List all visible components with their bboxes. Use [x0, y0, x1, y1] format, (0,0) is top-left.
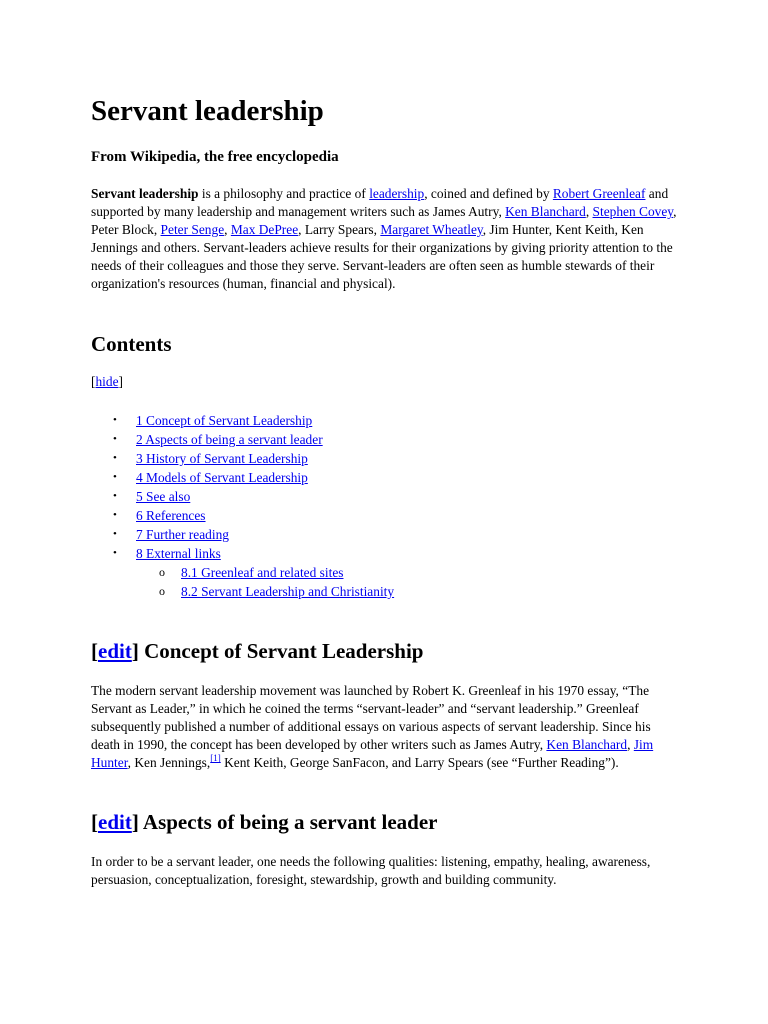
- hide-link[interactable]: hide: [95, 374, 119, 389]
- intro-text: ,: [224, 222, 231, 237]
- intro-text: , coined and defined by: [424, 186, 553, 201]
- intro-paragraph: [91, 185, 681, 293]
- toc-item: [91, 430, 394, 449]
- toc-subitem: [91, 582, 394, 601]
- toc-link-see-also[interactable]: 5 See also: [136, 489, 191, 504]
- bullet-icon: •: [113, 414, 117, 426]
- section-heading-aspects: [91, 808, 437, 836]
- bullet-icon: •: [113, 433, 117, 445]
- aspects-paragraph: In order to be a servant leader, one needs the following qualities: listening, empathy, healing, awareness, persuasion, conceptualization, foresight, stewardship, growth and building community.: [91, 854, 651, 887]
- link-margaret-wheatley[interactable]: Margaret Wheatley: [380, 222, 483, 237]
- paragraph-text: ,: [627, 737, 634, 752]
- link-jim-hunter[interactable]: Jim Hunter: [91, 737, 654, 770]
- intro-bold-term: Servant leadership: [91, 186, 199, 201]
- paragraph-text: Kent Keith, George SanFacon, and Larry Spears (see “Further Reading”).: [220, 755, 619, 770]
- toc-link-references[interactable]: 6 References: [136, 508, 206, 523]
- section-heading-concept: [91, 637, 424, 665]
- bracket-close: ]: [131, 639, 139, 663]
- bullet-icon: •: [113, 471, 117, 483]
- edit-link[interactable]: edit: [98, 810, 132, 834]
- paragraph-text: , Ken Jennings,: [127, 755, 211, 770]
- link-ken-blanchard[interactable]: Ken Blanchard: [546, 737, 628, 752]
- link-ken-blanchard[interactable]: Ken Blanchard: [505, 204, 586, 219]
- contents-title: Contents: [91, 332, 172, 356]
- circle-bullet-icon: o: [159, 584, 165, 598]
- bracket-open: [: [91, 639, 98, 663]
- intro-text: , Jim Hunter, Kent Keith, Ken Jennings and others. Servant-leaders achieve results for their organizations by giving priority attention to the needs of their colleagues and those they serve. Servant-leaders are often seen as humble stewards of their organization's resources (human, financial and physical).: [91, 222, 673, 291]
- toc-item: [91, 449, 394, 468]
- toc-item: [91, 544, 394, 563]
- bullet-icon: •: [113, 528, 117, 540]
- circle-bullet-icon: o: [159, 565, 165, 579]
- toc-item: [91, 525, 394, 544]
- intro-text: is a philosophy and practice of: [198, 186, 370, 201]
- toc-link-external-links[interactable]: 8 External links: [136, 546, 221, 561]
- intro-text: , Peter Block,: [91, 204, 677, 237]
- link-robert-greenleaf[interactable]: Robert Greenleaf: [552, 186, 646, 201]
- section-heading-text: Aspects of being a servant leader: [138, 810, 438, 834]
- section-heading-text: Concept of Servant Leadership: [138, 639, 424, 663]
- bullet-icon: •: [113, 490, 117, 502]
- toc-link-greenleaf-sites[interactable]: 8.1 Greenleaf and related sites: [181, 565, 344, 580]
- bullet-icon: •: [113, 452, 117, 464]
- intro-text: and supported by many leadership and management writers such as James Autry,: [91, 186, 669, 219]
- toc-link-further-reading[interactable]: 7 Further reading: [136, 527, 229, 542]
- toc-subitem: [91, 563, 394, 582]
- concept-paragraph: [91, 682, 671, 772]
- footnote-link[interactable]: [1]: [210, 753, 221, 763]
- bracket-open: [: [91, 810, 98, 834]
- table-of-contents: [91, 411, 394, 601]
- toc-item: [91, 487, 394, 506]
- bullet-icon: •: [113, 509, 117, 521]
- toc-link-history[interactable]: 3 History of Servant Leadership: [136, 451, 308, 466]
- toc-link-christianity[interactable]: 8.2 Servant Leadership and Christianity: [181, 584, 395, 599]
- edit-link[interactable]: edit: [98, 639, 132, 663]
- intro-text: ,: [585, 204, 593, 219]
- toc-item: [91, 468, 394, 487]
- bracket-open: [: [91, 374, 96, 389]
- toc-link-aspects[interactable]: 2 Aspects of being a servant leader: [136, 432, 323, 447]
- intro-text: , Larry Spears,: [298, 222, 381, 237]
- page-title: Servant leadership: [91, 95, 324, 127]
- toc-link-concept[interactable]: 1 Concept of Servant Leadership: [136, 413, 313, 428]
- paragraph-text: The modern servant leadership movement was launched by Robert K. Greenleaf in his 1970 essay, “The Servant as Leader,” in which he coined the terms “servant-leader” and “servant leadership.” Greenleaf subsequently published a number of additional essays on various aspects of servant leadership. Since his death in 1990, the concept has been developed by other writers such as James Autry,: [91, 683, 651, 752]
- link-leadership[interactable]: leadership: [369, 186, 425, 201]
- link-max-depree[interactable]: Max DePree: [230, 222, 299, 237]
- link-peter-senge[interactable]: Peter Senge: [160, 222, 225, 237]
- bracket-close: ]: [118, 374, 123, 389]
- contents-hide-toggle: [91, 373, 123, 391]
- toc-item: [91, 506, 394, 525]
- bracket-close: ]: [131, 810, 139, 834]
- page-tagline: From Wikipedia, the free encyclopedia: [91, 149, 339, 165]
- link-stephen-covey[interactable]: Stephen Covey: [592, 204, 674, 219]
- toc-item: [91, 411, 394, 430]
- toc-link-models[interactable]: 4 Models of Servant Leadership: [136, 470, 308, 485]
- bullet-icon: •: [113, 547, 117, 559]
